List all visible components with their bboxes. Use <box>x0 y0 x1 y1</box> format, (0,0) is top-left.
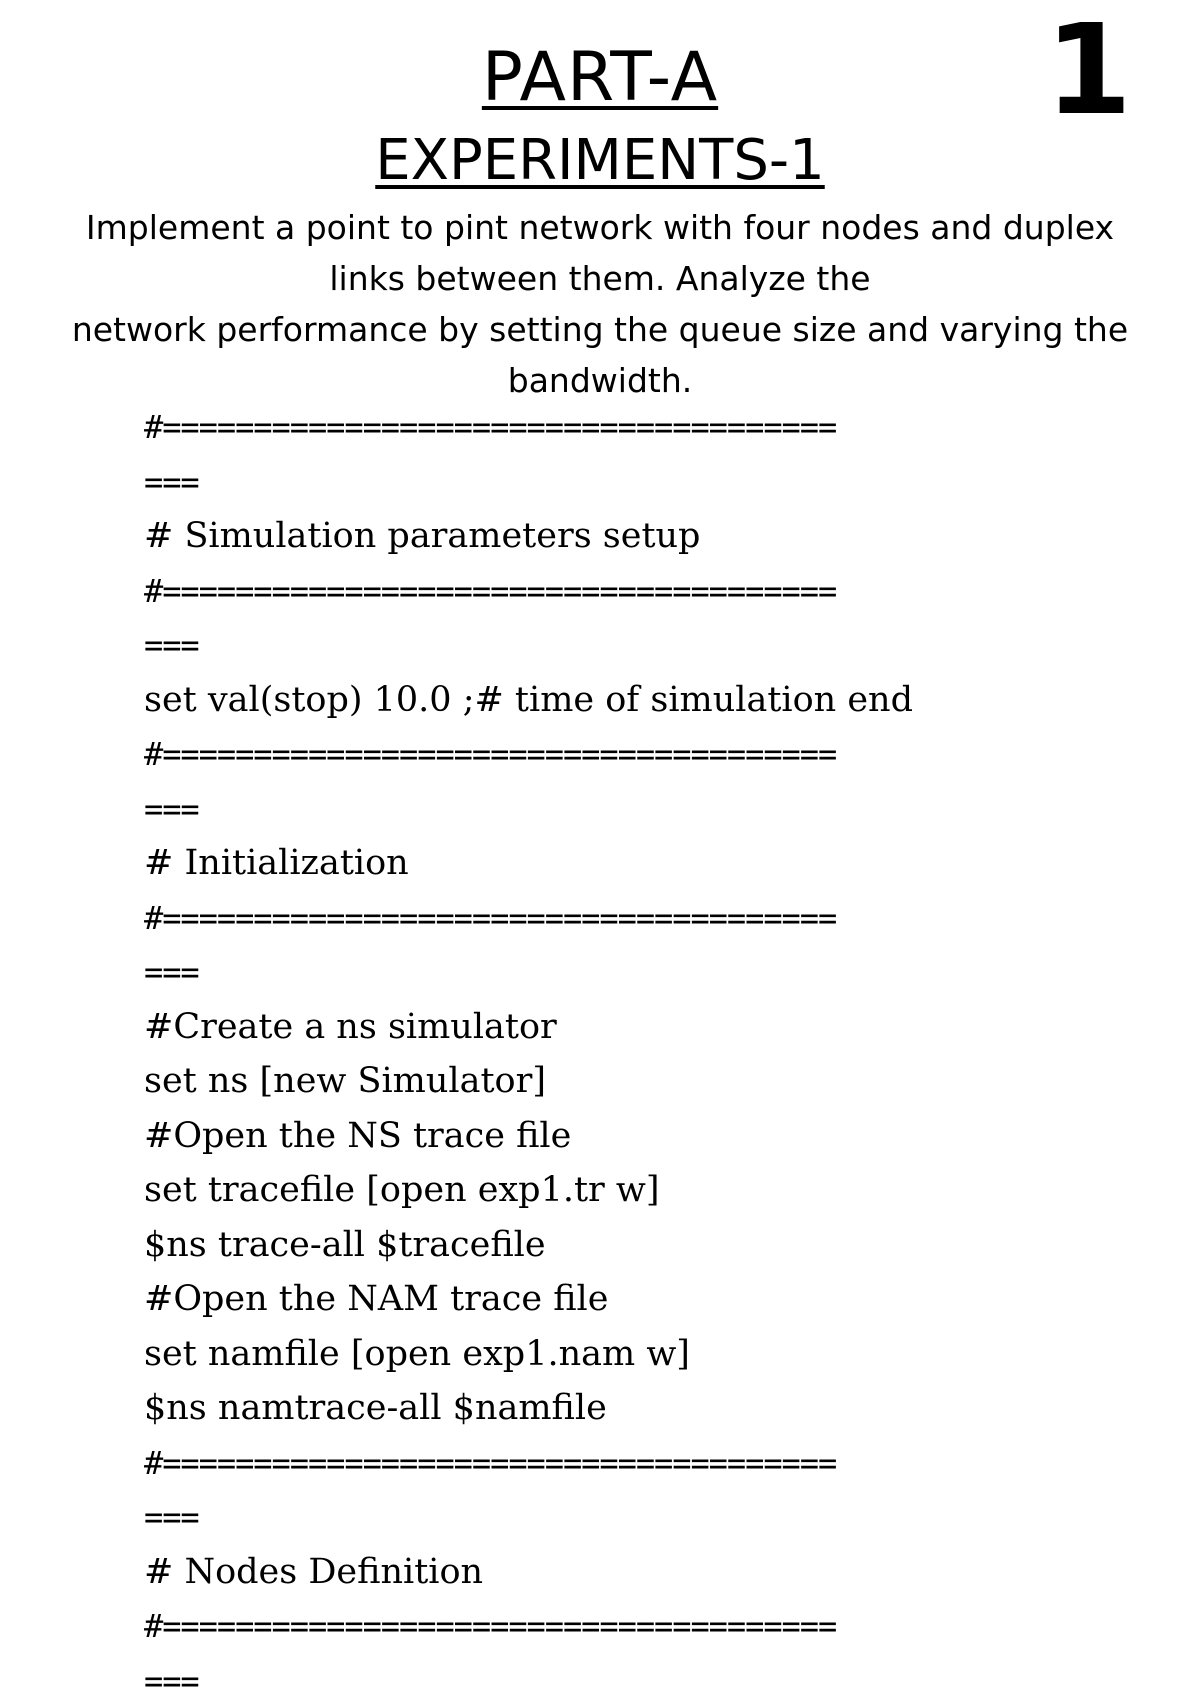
description-line: links between them. Analyze the <box>20 253 1180 304</box>
code-separator-line: #===================================== <box>144 400 1074 455</box>
code-separator-line: #===================================== <box>144 1599 1074 1654</box>
part-heading-text: PART-A <box>482 38 718 117</box>
code-separator-line: === <box>144 945 1074 1000</box>
experiment-heading-text: EXPERIMENTS-1 <box>375 128 825 193</box>
code-line: # Initialization <box>144 836 1074 891</box>
code-line: $ns namtrace-all $namfile <box>144 1381 1074 1436</box>
code-line: set tracefile [open exp1.tr w] <box>144 1163 1074 1218</box>
code-separator-line: === <box>144 618 1074 673</box>
code-line: #Open the NS trace file <box>144 1109 1074 1164</box>
experiment-description <box>20 202 1180 406</box>
code-separator-line: #===================================== <box>144 727 1074 782</box>
code-separator-line: === <box>144 782 1074 837</box>
description-line: Implement a point to pint network with four nodes and duplex <box>20 202 1180 253</box>
code-line: # Nodes Definition <box>144 1545 1074 1600</box>
code-line: set ns [new Simulator] <box>144 1054 1074 1109</box>
part-heading <box>0 38 1200 118</box>
code-line: # Simulation parameters setup <box>144 509 1074 564</box>
code-separator-line: === <box>144 1654 1074 1708</box>
code-separator-line: #===================================== <box>144 1436 1074 1491</box>
code-separator-line: === <box>144 455 1074 510</box>
code-line: set namfile [open exp1.nam w] <box>144 1327 1074 1382</box>
code-line: set val(stop) 10.0 ;# time of simulation end <box>144 673 1074 728</box>
code-separator-line: === <box>144 1490 1074 1545</box>
code-line: #Create a ns simulator <box>144 1000 1074 1055</box>
page-number: 1 <box>1045 8 1128 133</box>
code-line: $ns trace-all $tracefile <box>144 1218 1074 1273</box>
experiment-heading <box>0 128 1200 194</box>
code-separator-line: #===================================== <box>144 891 1074 946</box>
code-separator-line: #===================================== <box>144 564 1074 619</box>
code-line: #Open the NAM trace file <box>144 1272 1074 1327</box>
code-listing <box>144 400 1074 1708</box>
description-line: bandwidth. <box>20 355 1180 406</box>
description-line: network performance by setting the queue size and varying the <box>20 304 1180 355</box>
